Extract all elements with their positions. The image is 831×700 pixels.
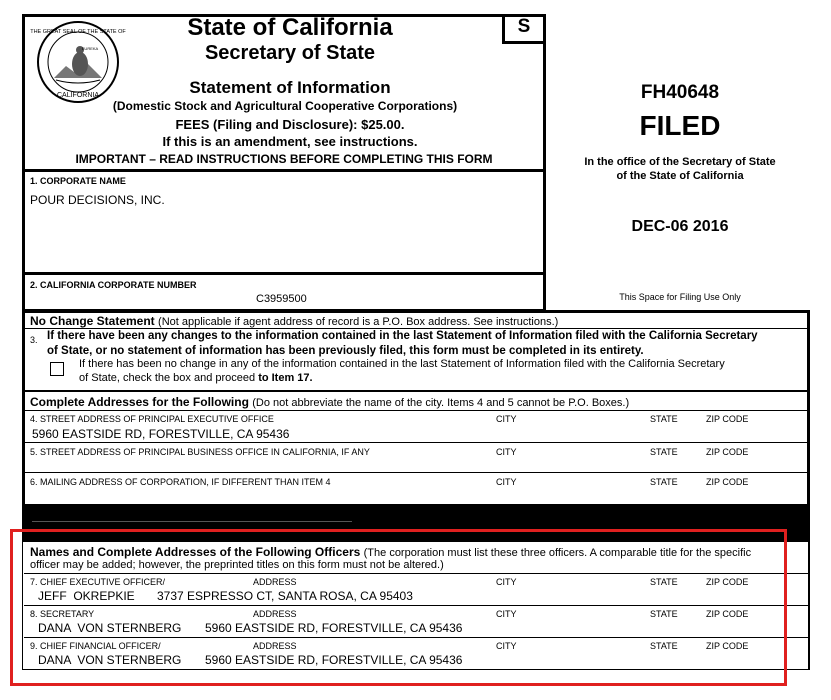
item9-name: DANA VON STERNBERG bbox=[38, 653, 182, 667]
officers-highlight-frame bbox=[10, 529, 787, 686]
statement-title: Statement of Information bbox=[189, 78, 391, 97]
no-change-line2: of State, or no statement of information has been previously filed, this form must be completed in its entirety. bbox=[47, 345, 644, 357]
item6-city-label: CITY bbox=[496, 477, 517, 487]
no-change-line1: If there have been any changes to the information contained in the last Statement of Information filed with the California Secretary bbox=[47, 330, 758, 342]
filing-space-note: This Space for Filing Use Only bbox=[619, 292, 741, 302]
item8-city-label: CITY bbox=[496, 609, 517, 619]
item6-label: 6. MAILING ADDRESS OF CORPORATION, IF DIFFERENT THAN ITEM 4 bbox=[30, 477, 331, 487]
item5-zip-label: ZIP CODE bbox=[706, 447, 749, 457]
no-change-heading bbox=[30, 314, 558, 328]
item4-zip-label: ZIP CODE bbox=[706, 414, 749, 424]
item7-state-label: STATE bbox=[650, 577, 678, 587]
item7-city-label: CITY bbox=[496, 577, 517, 587]
item8-name: DANA VON STERNBERG bbox=[38, 621, 182, 635]
item8-label: 8. SECRETARY bbox=[30, 609, 95, 619]
addresses-top-divider bbox=[24, 390, 808, 392]
officers-note1: (The corporation must list these three officers. A comparable title for the specific bbox=[363, 547, 752, 559]
item8-zip-label: ZIP CODE bbox=[706, 609, 749, 619]
item4-state-label: STATE bbox=[650, 414, 678, 424]
item6-state-label: STATE bbox=[650, 477, 678, 487]
item7-zip-label: ZIP CODE bbox=[706, 577, 749, 587]
important-line: IMPORTANT – READ INSTRUCTIONS BEFORE COMPLETING THIS FORM bbox=[75, 152, 493, 166]
no-change-check-line1: If there has been no change in any of the information contained in the last Statement of Information filed with the California Secretary bbox=[79, 358, 725, 370]
fees-line: FEES (Filing and Disclosure): $25.00. bbox=[175, 117, 405, 132]
svg-text:EUREKA: EUREKA bbox=[81, 46, 99, 51]
addresses-divider bbox=[24, 410, 808, 411]
item6-zip-label: ZIP CODE bbox=[706, 477, 749, 487]
svg-text:CALIFORNIA: CALIFORNIA bbox=[56, 92, 100, 99]
amendment-line: If this is an amendment, see instructions. bbox=[162, 134, 418, 149]
state-title: State of California bbox=[187, 14, 393, 41]
corp-number-value: C3959500 bbox=[256, 293, 307, 305]
office-title: Secretary of State bbox=[204, 42, 376, 64]
item5-state-label: STATE bbox=[650, 447, 678, 457]
item4-city-label: CITY bbox=[496, 414, 517, 424]
corp-number-box bbox=[22, 272, 546, 312]
svg-text:THE GREAT SEAL OF THE STATE OF: THE GREAT SEAL OF THE STATE OF bbox=[30, 29, 126, 35]
item9-address: 5960 EASTSIDE RD, FORESTVILLE, CA 95436 bbox=[205, 653, 463, 667]
statement-subtitle: (Domestic Stock and Agricultural Cooperative Corporations) bbox=[112, 99, 458, 113]
item3-number: 3. bbox=[30, 335, 38, 345]
form-code: S bbox=[517, 16, 531, 37]
no-change-divider bbox=[24, 328, 808, 329]
item5-divider bbox=[24, 472, 808, 473]
item4-divider bbox=[24, 442, 808, 443]
addresses-heading bbox=[30, 395, 629, 409]
item4-label: 4. STREET ADDRESS OF PRINCIPAL EXECUTIVE OFFICE bbox=[30, 414, 274, 424]
filed-status: FILED bbox=[639, 110, 721, 141]
item9-label: 9. CHIEF FINANCIAL OFFICER/ bbox=[30, 641, 161, 651]
california-seal-icon bbox=[30, 20, 126, 104]
item9-address-label: ADDRESS bbox=[253, 641, 297, 651]
no-change-check-line2 bbox=[79, 372, 313, 384]
addresses-note: (Do not abbreviate the name of the city. Items 4 and 5 cannot be P.O. Boxes.) bbox=[252, 397, 630, 409]
no-change-check-line2b: to Item 17. bbox=[258, 372, 313, 384]
corp-name-value: POUR DECISIONS, INC. bbox=[30, 193, 165, 207]
no-change-title: No Change Statement bbox=[30, 314, 155, 328]
filing-office-line1: In the office of the Secretary of State bbox=[584, 156, 776, 168]
item5-label: 5. STREET ADDRESS OF PRINCIPAL BUSINESS OFFICE IN CALIFORNIA, IF ANY bbox=[30, 447, 370, 457]
item7-address-label: ADDRESS bbox=[253, 577, 297, 587]
item9-state-label: STATE bbox=[650, 641, 678, 651]
item7-label: 7. CHIEF EXECUTIVE OFFICER/ bbox=[30, 577, 166, 587]
item8-address-label: ADDRESS bbox=[253, 609, 297, 619]
addresses-title: Complete Addresses for the Following bbox=[30, 395, 249, 409]
corp-number-label: 2. CALIFORNIA CORPORATE NUMBER bbox=[30, 280, 197, 290]
filing-number: FH40648 bbox=[640, 82, 720, 103]
officers-title: Names and Complete Addresses of the Following Officers bbox=[30, 545, 361, 559]
item9-city-label: CITY bbox=[496, 641, 517, 651]
item8-state-label: STATE bbox=[650, 609, 678, 619]
item7-name: JEFF OKREPKIE bbox=[38, 589, 135, 603]
filing-date: DEC-06 2016 bbox=[631, 218, 729, 235]
no-change-checkbox[interactable] bbox=[50, 362, 64, 376]
item8-address: 5960 EASTSIDE RD, FORESTVILLE, CA 95436 bbox=[205, 621, 463, 635]
corp-name-label: 1. CORPORATE NAME bbox=[30, 176, 126, 186]
item7-address: 3737 ESPRESSO CT, SANTA ROSA, CA 95403 bbox=[157, 589, 413, 603]
item4-value: 5960 EASTSIDE RD, FORESTVILLE, CA 95436 bbox=[32, 427, 290, 441]
item9-zip-label: ZIP CODE bbox=[706, 641, 749, 651]
redaction-inner-line bbox=[32, 521, 352, 522]
no-change-check-line2a: of State, check the box and proceed bbox=[79, 372, 256, 384]
item5-city-label: CITY bbox=[496, 447, 517, 457]
filing-office-line2: of the State of California bbox=[616, 170, 744, 182]
no-change-note: (Not applicable if agent address of record is a P.O. Box address. See instructions.) bbox=[158, 316, 559, 328]
officers-note2: officer may be added; however, the preprinted titles on this form must not be altered.) bbox=[30, 559, 444, 571]
